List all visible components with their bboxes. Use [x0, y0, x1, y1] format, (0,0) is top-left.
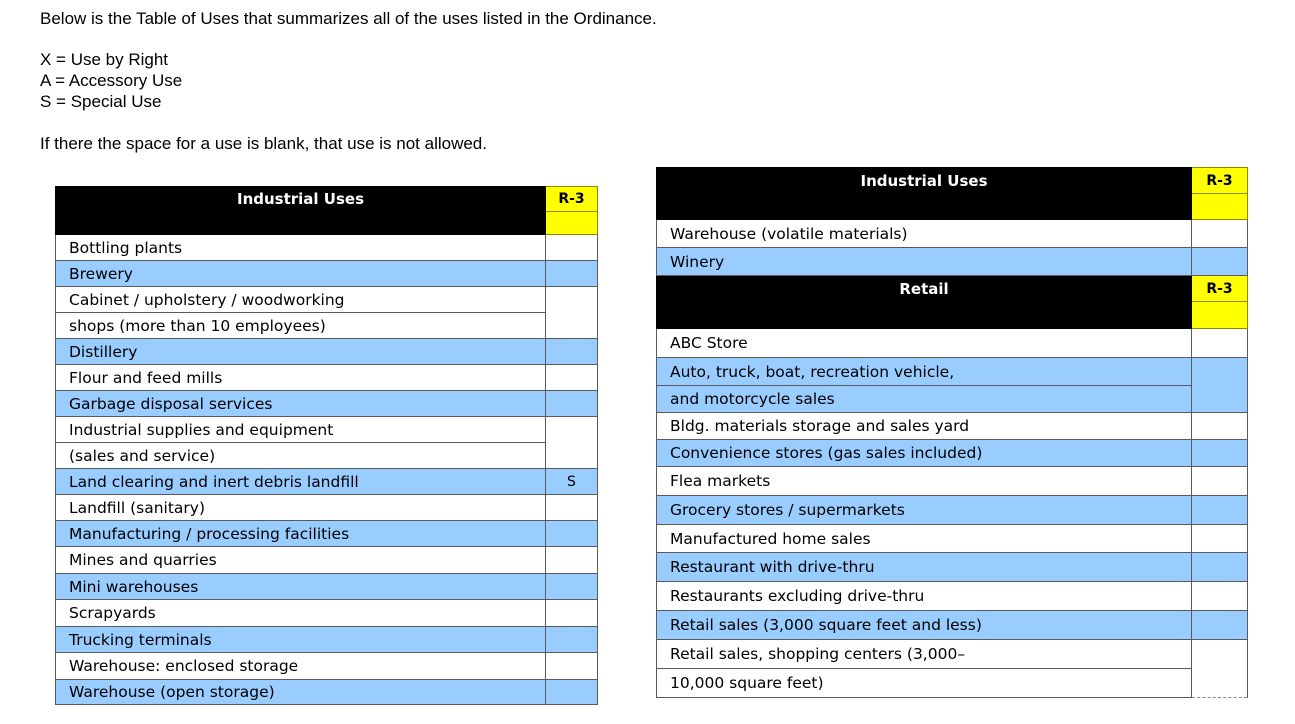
table-row-use: Auto, truck, boat, recreation vehicle,	[657, 358, 1192, 386]
table-cell-r3	[546, 574, 598, 600]
table-row-use-continued: (sales and service)	[56, 443, 546, 469]
table-cell-r3	[546, 287, 598, 339]
table-row-use: Scrapyards	[56, 600, 546, 627]
table-cell-r3	[1192, 358, 1248, 413]
table-cell-r3	[1192, 220, 1248, 248]
table-cell-r3	[1192, 248, 1248, 276]
table-row-use: Warehouse (open storage)	[56, 680, 546, 705]
table-row-use-continued: 10,000 square feet)	[657, 669, 1192, 698]
column-header-r3: R-3	[546, 187, 598, 212]
table-row-use-continued: and motorcycle sales	[657, 386, 1192, 413]
table-row-use: Convenience stores (gas sales included)	[657, 440, 1192, 467]
table-row-use: Manufacturing / processing facilities	[56, 521, 546, 547]
industrial-uses-table	[55, 186, 598, 705]
table-header-industrial-uses: Industrial Uses	[56, 187, 546, 212]
table-row-use: Grocery stores / supermarkets	[657, 496, 1192, 525]
legend-accessory-use: A = Accessory Use	[40, 71, 183, 90]
table-cell-r3	[546, 339, 598, 365]
table-cell-r3	[546, 680, 598, 705]
table-row-use-continued: shops (more than 10 employees)	[56, 313, 546, 339]
table-cell-r3	[1192, 467, 1248, 496]
industrial-retail-uses-table	[656, 167, 1248, 698]
table-cell-r3	[546, 495, 598, 521]
table-row-use: Mini warehouses	[56, 574, 546, 600]
table-cell-r3	[1192, 553, 1248, 582]
table-cell-r3	[546, 235, 598, 261]
table-cell-r3	[1192, 525, 1248, 553]
column-header-r3: R-3	[1192, 168, 1248, 194]
table-cell-r3	[546, 417, 598, 469]
table-header-industrial-uses: Industrial Uses	[657, 168, 1192, 194]
table-cell-r3	[546, 521, 598, 547]
legend	[40, 49, 182, 112]
table-row-use: Mines and quarries	[56, 547, 546, 574]
table-row-use: Restaurants excluding drive-thru	[657, 582, 1192, 611]
table-cell-r3	[1192, 496, 1248, 525]
table-cell-r3	[546, 261, 598, 287]
table-row-use: Retail sales, shopping centers (3,000–	[657, 640, 1192, 669]
table-row-use: Warehouse: enclosed storage	[56, 653, 546, 680]
table-row-use: Trucking terminals	[56, 627, 546, 653]
table-row-use: Cabinet / upholstery / woodworking	[56, 287, 546, 313]
table-cell-r3	[546, 365, 598, 391]
intro-text: Below is the Table of Uses that summarizes all of the uses listed in the Ordinance.	[40, 9, 657, 28]
table-row-use: Flour and feed mills	[56, 365, 546, 391]
table-cell-r3	[546, 627, 598, 653]
table-row-use: Industrial supplies and equipment	[56, 417, 546, 443]
table-cell-r3	[546, 600, 598, 627]
legend-special-use: S = Special Use	[40, 92, 162, 111]
blank-space-note: If there the space for a use is blank, that use is not allowed.	[40, 134, 487, 153]
table-cell-r3	[1192, 582, 1248, 611]
table-cell-r3	[1192, 413, 1248, 440]
table-row-use: Distillery	[56, 339, 546, 365]
table-row-use: Landfill (sanitary)	[56, 495, 546, 521]
table-cell-r3	[546, 653, 598, 680]
column-header-r3: R-3	[1192, 276, 1248, 302]
table-cell-r3	[1192, 440, 1248, 467]
table-cell-r3	[1192, 329, 1248, 358]
legend-use-by-right: X = Use by Right	[40, 50, 169, 69]
table-cell-r3	[1192, 640, 1248, 698]
table-row-use: Retail sales (3,000 square feet and less)	[657, 611, 1192, 640]
table-row-use: Brewery	[56, 261, 546, 287]
table-cell-r3	[546, 391, 598, 417]
table-header-retail: Retail	[657, 276, 1192, 302]
table-row-use: Winery	[657, 248, 1192, 276]
table-row-use: Bldg. materials storage and sales yard	[657, 413, 1192, 440]
table-cell-r3	[546, 547, 598, 574]
table-cell-r3: S	[546, 469, 598, 495]
table-row-use: Flea markets	[657, 467, 1192, 496]
table-row-use: ABC Store	[657, 329, 1192, 358]
table-row-use: Restaurant with drive-thru	[657, 553, 1192, 582]
table-row-use: Warehouse (volatile materials)	[657, 220, 1192, 248]
table-cell-r3	[1192, 611, 1248, 640]
table-row-use: Garbage disposal services	[56, 391, 546, 417]
table-row-use: Bottling plants	[56, 235, 546, 261]
table-row-use: Land clearing and inert debris landfill	[56, 469, 546, 495]
table-row-use: Manufactured home sales	[657, 525, 1192, 553]
